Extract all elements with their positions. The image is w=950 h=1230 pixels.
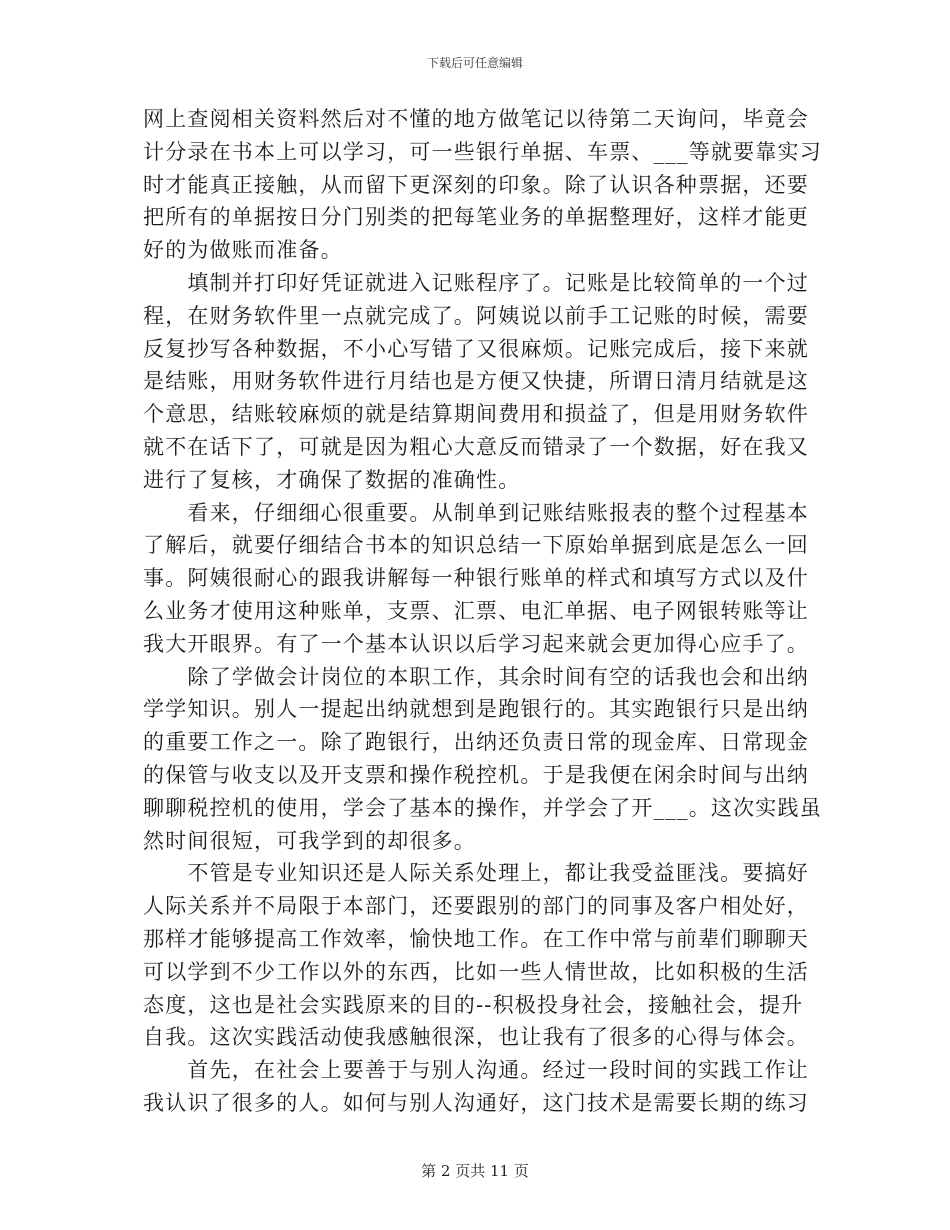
text-line: 把所有的单据按日分门别类的把每笔业务的单据整理好，这样才能更: [143, 205, 809, 230]
text-line: 学学知识。别人一提起出纳就想到是跑银行的。其实跑银行只是出纳: [143, 697, 809, 722]
text-line: 我认识了很多的人。如何与别人沟通好，这门技术是需要长期的练习: [143, 1090, 809, 1115]
text-line: 看来，仔细细心很重要。从制单到记账结账报表的整个过程基本: [143, 500, 809, 525]
text-line: 填制并打印好凭证就进入记账程序了。记账是比较简单的一个过: [143, 270, 809, 295]
text-line: 网上查阅相关资料然后对不懂的地方做笔记以待第二天询问，毕竟会: [143, 107, 809, 131]
text-line: 好的为做账而准备。: [143, 238, 343, 263]
text-line: 那样才能够提高工作效率，愉快地工作。在工作中常与前辈们聊聊天: [143, 926, 809, 951]
text-line: 进行了复核，才确保了数据的准确性。: [143, 467, 521, 492]
text-line: 事。阿姨很耐心的跟我讲解每一种银行账单的样式和填写方式以及什: [143, 566, 809, 591]
text-line: 计分录在书本上可以学习，可一些银行单据、车票、___等就要靠实习: [143, 139, 822, 164]
text-line: 不管是专业知识还是人际关系处理上，都让我受益匪浅。要搞好: [143, 861, 809, 886]
text-line: 时才能真正接触，从而留下更深刻的印象。除了认识各种票据，还要: [143, 172, 809, 197]
page-number: 第 2 页共 11 页: [421, 1162, 529, 1180]
text-line: 聊聊税控机的使用，学会了基本的操作，并学会了开___。这次实践虽: [143, 795, 822, 820]
text-line: 自我。这次实践活动使我感触很深，也让我有了很多的心得与体会。: [143, 1025, 809, 1050]
text-line: 了解后，就要仔细结合书本的知识总结一下原始单据到底是怎么一回: [143, 533, 809, 558]
text-line: 人际关系并不局限于本部门，还要跟别的部门的同事及客户相处好，: [143, 894, 809, 919]
text-line: 除了学做会计岗位的本职工作，其余时间有空的话我也会和出纳: [143, 664, 809, 689]
text-line: 是结账，用财务软件进行月结也是方便又快捷，所谓日清月结就是这: [143, 369, 809, 394]
text-line: 就不在话下了，可就是因为粗心大意反而错录了一个数据，好在我又: [143, 434, 809, 459]
text-line: 首先，在社会上要善于与别人沟通。经过一段时间的实践工作让: [143, 1058, 809, 1083]
text-line: 可以学到不少工作以外的东西，比如一些人情世故，比如积极的生活: [143, 959, 809, 984]
text-line: 么业务才使用这种账单，支票、汇票、电汇单据、电子网银转账等让: [143, 598, 809, 623]
document-body: [143, 103, 822, 1120]
text-line: 我大开眼界。有了一个基本认识以后学习起来就会更加得心应手了。: [143, 631, 809, 656]
text-line: 个意思，结账较麻烦的就是结算期间费用和损益了，但是用财务软件: [143, 402, 809, 427]
text-line: 的重要工作之一。除了跑银行，出纳还负责日常的现金库、日常现金: [143, 730, 809, 755]
text-line: 态度，这也是社会实践原来的目的--积极投身社会，接触社会，提升: [143, 992, 804, 1017]
page-header: 下载后可任意编辑: [426, 56, 523, 70]
text-line: 然时间很短，可我学到的却很多。: [143, 828, 476, 853]
text-line: 程，在财务软件里一点就完成了。阿姨说以前手工记账的时候，需要: [143, 303, 809, 328]
text-line: 的保管与收支以及开支票和操作税控机。于是我便在闲余时间与出纳: [143, 762, 809, 787]
text-line: 反复抄写各种数据，不小心写错了又很麻烦。记账完成后，接下来就: [143, 336, 809, 361]
